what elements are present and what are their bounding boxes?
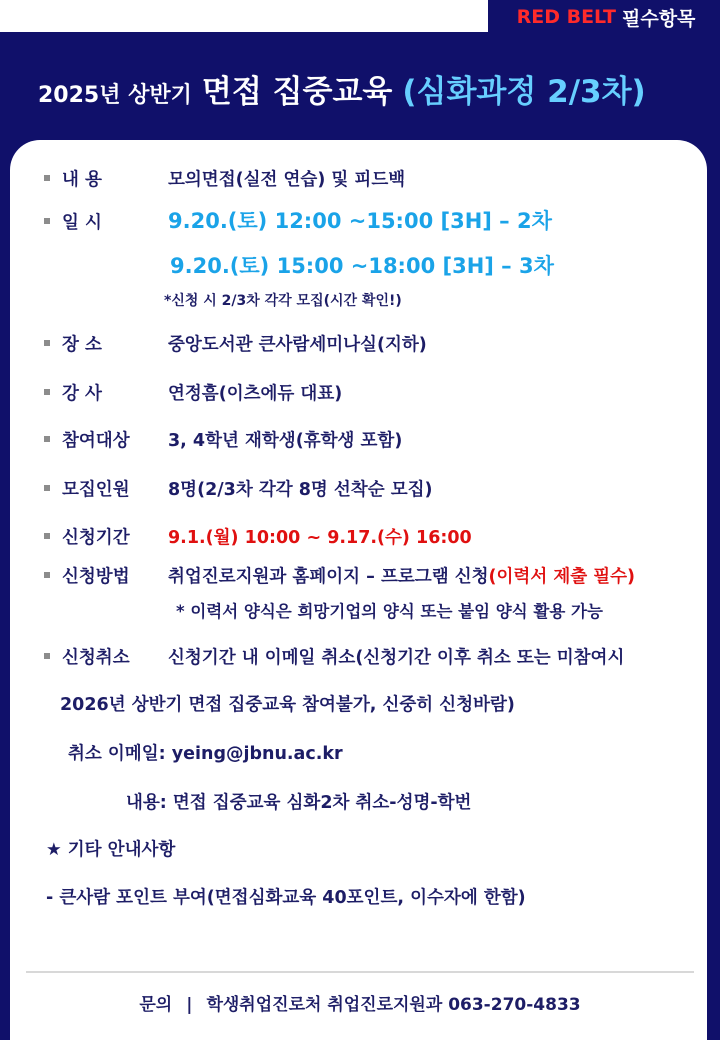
place-value: 중앙도서관 큰사람세미나실(지하)	[168, 335, 427, 355]
poster-title	[38, 66, 718, 126]
lecturer-label: 강 사	[62, 384, 102, 404]
footer-label: 문의	[139, 995, 173, 1015]
content-value: 모의면접(실전 연습) 및 피드백	[168, 170, 406, 190]
cancel-content: 내용: 면접 집중교육 심화2차 취소-성명-학번	[126, 793, 472, 813]
bullet-icon	[44, 218, 50, 224]
cancel-value: 신청기간 내 이메일 취소(신청기간 이후 취소 또는 미참여시	[168, 648, 625, 668]
quota-label: 모집인원	[62, 480, 130, 500]
divider	[26, 971, 694, 973]
etc-line: - 큰사람 포인트 부여(면접심화교육 40포인트, 이수자에 한함)	[46, 888, 526, 908]
period-label: 신청기간	[62, 528, 130, 548]
etc-heading: ★ 기타 안내사항	[46, 840, 176, 860]
cancel-email: 취소 이메일: yeing@jbnu.ac.kr	[68, 744, 343, 764]
period-value: 9.1.(월) 10:00 ~ 9.17.(수) 16:00	[168, 528, 472, 548]
date-note: *신청 시 2/3차 각각 모집(시간 확인!)	[164, 293, 402, 309]
target-label: 참여대상	[62, 431, 130, 451]
method-label: 신청방법	[62, 567, 130, 587]
method-note: * 이력서 양식은 희망기업의 양식 또는 붙임 양식 활용 가능	[176, 602, 603, 621]
bullet-icon	[44, 485, 50, 491]
footer-separator: |	[186, 995, 193, 1015]
title-main: 면접 집중교육	[201, 74, 393, 110]
lecturer-value: 연정흠(이츠에듀 대표)	[168, 384, 343, 404]
title-sub: (심화과정 2/3차)	[402, 74, 646, 110]
bullet-icon	[44, 389, 50, 395]
title-year: 2025년 상반기	[38, 83, 192, 108]
date-label: 일 시	[62, 213, 102, 233]
contact-footer	[0, 990, 720, 1015]
cancel-label: 신청취소	[62, 648, 130, 668]
bullet-icon	[44, 436, 50, 442]
content-label: 내 용	[62, 170, 102, 190]
bullet-icon	[44, 340, 50, 346]
date-line-1: 9.20.(토) 12:00 ~15:00 [3H] – 2차	[168, 209, 552, 233]
cancel-line-2: 2026년 상반기 면접 집중교육 참여불가, 신중히 신청바람)	[60, 695, 515, 715]
date-line-2: 9.20.(토) 15:00 ~18:00 [3H] – 3차	[170, 254, 554, 278]
place-label: 장 소	[62, 335, 102, 355]
badge-red-text: RED BELT	[516, 6, 616, 28]
badge-text: 필수항목	[621, 7, 696, 30]
bullet-icon	[44, 533, 50, 539]
bullet-icon	[44, 653, 50, 659]
footer-org: 학생취업진로처 취업진로지원과 063-270-4833	[206, 995, 581, 1015]
bullet-icon	[44, 572, 50, 578]
method-text: 취업진로지원과 홈페이지 – 프로그램 신청	[168, 567, 489, 587]
target-value: 3, 4학년 재학생(휴학생 포함)	[168, 431, 403, 451]
bullet-icon	[44, 175, 50, 181]
quota-value: 8명(2/3차 각각 8명 선착순 모집)	[168, 480, 433, 500]
method-required: (이력서 제출 필수)	[488, 567, 636, 587]
red-belt-badge	[488, 0, 720, 34]
method-value	[168, 563, 635, 588]
